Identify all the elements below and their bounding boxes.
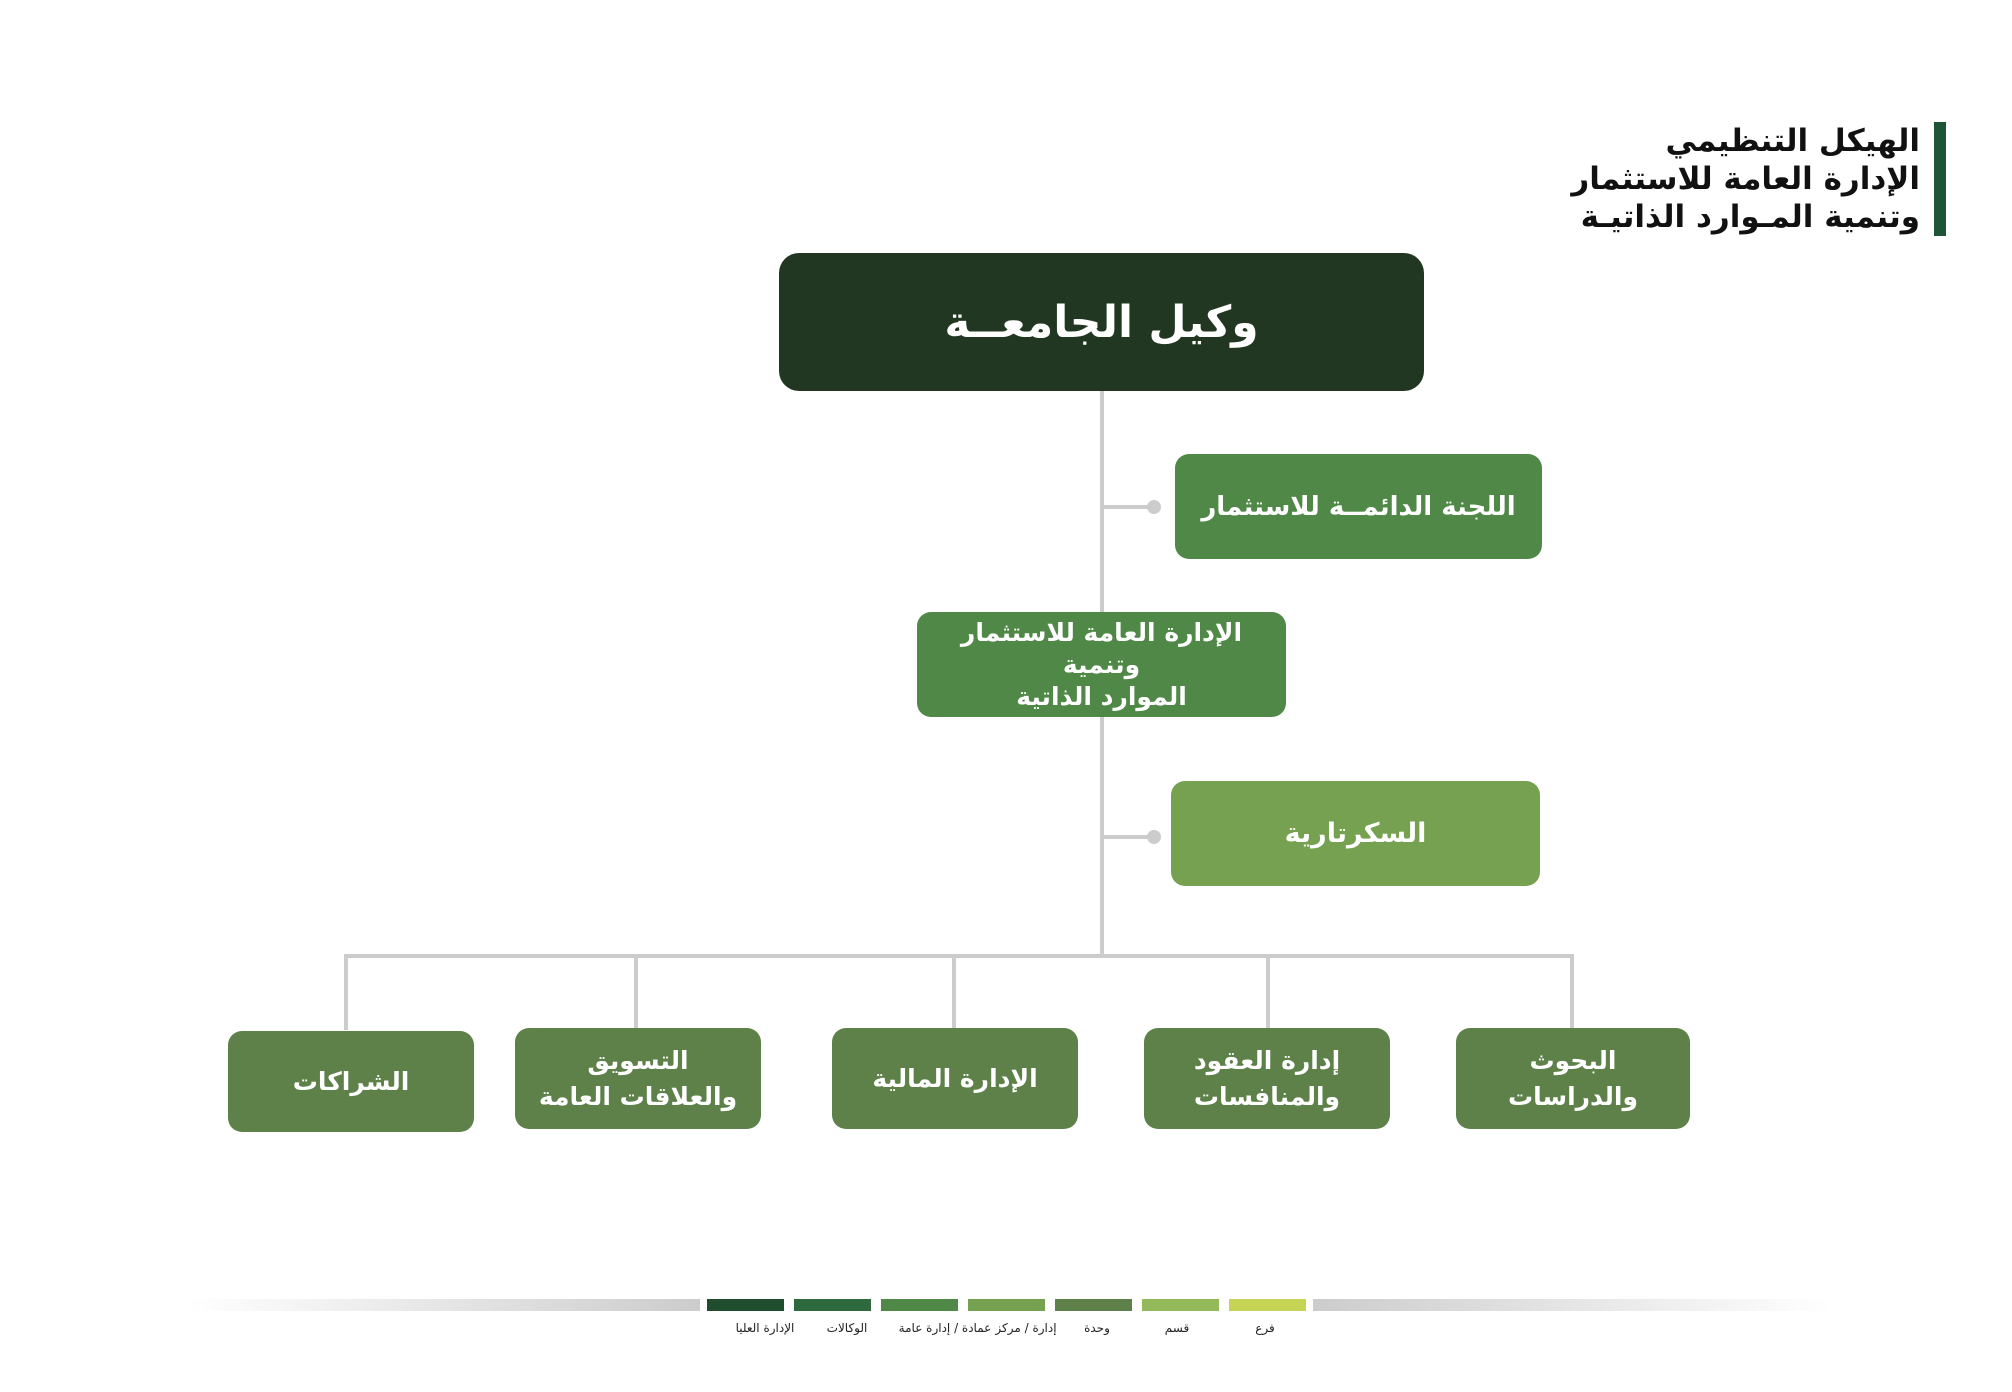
- node-partnerships: [228, 1031, 474, 1132]
- node-label: الإدارة المالية: [872, 1063, 1038, 1093]
- legend-swatch-branch: [1229, 1299, 1306, 1311]
- horizontal-branch-connector: [344, 954, 1574, 958]
- node-general-administration: [917, 612, 1286, 717]
- branch-drop-marketing: [634, 954, 638, 1028]
- title-line-3: وتنمية المـوارد الذاتيـة: [1580, 199, 1920, 235]
- title-text: [1571, 122, 1920, 236]
- node-research-and-studies: [1456, 1028, 1690, 1129]
- branch-drop-research: [1570, 954, 1574, 1028]
- legend-label-section: قسم: [1164, 1321, 1190, 1335]
- branch-drop-contracts: [1266, 954, 1270, 1028]
- node-standing-investment-committee: [1175, 454, 1542, 559]
- node-label-line-2: والعلاقات العامة: [538, 1081, 738, 1111]
- legend-label-deanship: عمادة / إدارة عامة: [898, 1321, 992, 1335]
- node-university-vice-rector: [779, 253, 1424, 391]
- node-label: وكيل الجامعــة: [944, 296, 1259, 348]
- node-label-line-2: والمنافسات: [1193, 1081, 1341, 1111]
- node-label-line-1: البحوث: [1529, 1045, 1617, 1075]
- node-contracts-and-tenders: [1144, 1028, 1390, 1129]
- legend-swatch-top-management: [707, 1299, 784, 1311]
- title-line-1: الهيكل التنظيمي: [1665, 123, 1920, 159]
- node-label: السكرتارية: [1284, 818, 1427, 849]
- node-label-line-1: الإدارة العامة للاستثمار وتنمية: [960, 617, 1243, 679]
- legend-label-agencies: الوكالات: [826, 1321, 868, 1335]
- node-label-line-2: الموارد الذاتية: [1016, 681, 1187, 711]
- legend-swatch-deanship: [881, 1299, 958, 1311]
- branch-drop-finance: [952, 954, 956, 1028]
- legend-label-top-management: الإدارة العليا: [735, 1321, 795, 1335]
- title-line-2: الإدارة العامة للاستثمار: [1571, 161, 1920, 197]
- node-label: الشراكات: [292, 1066, 410, 1096]
- legend-label-branch: فرع: [1255, 1321, 1275, 1335]
- title-accent-bar: [1934, 122, 1946, 236]
- legend-swatch-agencies: [794, 1299, 871, 1311]
- legend-label-department-center: إدارة / مركز: [995, 1321, 1057, 1335]
- chart-title: [1571, 122, 1946, 236]
- legend-label-unit: وحدة: [1084, 1321, 1110, 1335]
- committee-connector-dot: [1147, 500, 1161, 514]
- legend-swatch-section: [1142, 1299, 1219, 1311]
- node-label-line-2: والدراسات: [1508, 1081, 1638, 1111]
- node-secretariat: [1171, 781, 1540, 886]
- legend-swatch-unit: [1055, 1299, 1132, 1311]
- legend-fade-right: [1313, 1299, 1833, 1311]
- legend-fade-left: [188, 1299, 700, 1311]
- secretariat-connector-dot: [1147, 830, 1161, 844]
- node-label-line-1: التسويق: [587, 1045, 689, 1075]
- committee-connector: [1102, 505, 1152, 509]
- node-marketing-and-public-relations: [515, 1028, 761, 1129]
- node-label-line-1: إدارة العقود: [1193, 1045, 1341, 1075]
- node-label: اللجنة الدائمــة للاستثمار: [1201, 491, 1516, 522]
- node-financial-administration: [832, 1028, 1078, 1129]
- secretariat-connector: [1102, 835, 1152, 839]
- legend-swatch-department-center: [968, 1299, 1045, 1311]
- branch-drop-partnerships: [344, 954, 348, 1030]
